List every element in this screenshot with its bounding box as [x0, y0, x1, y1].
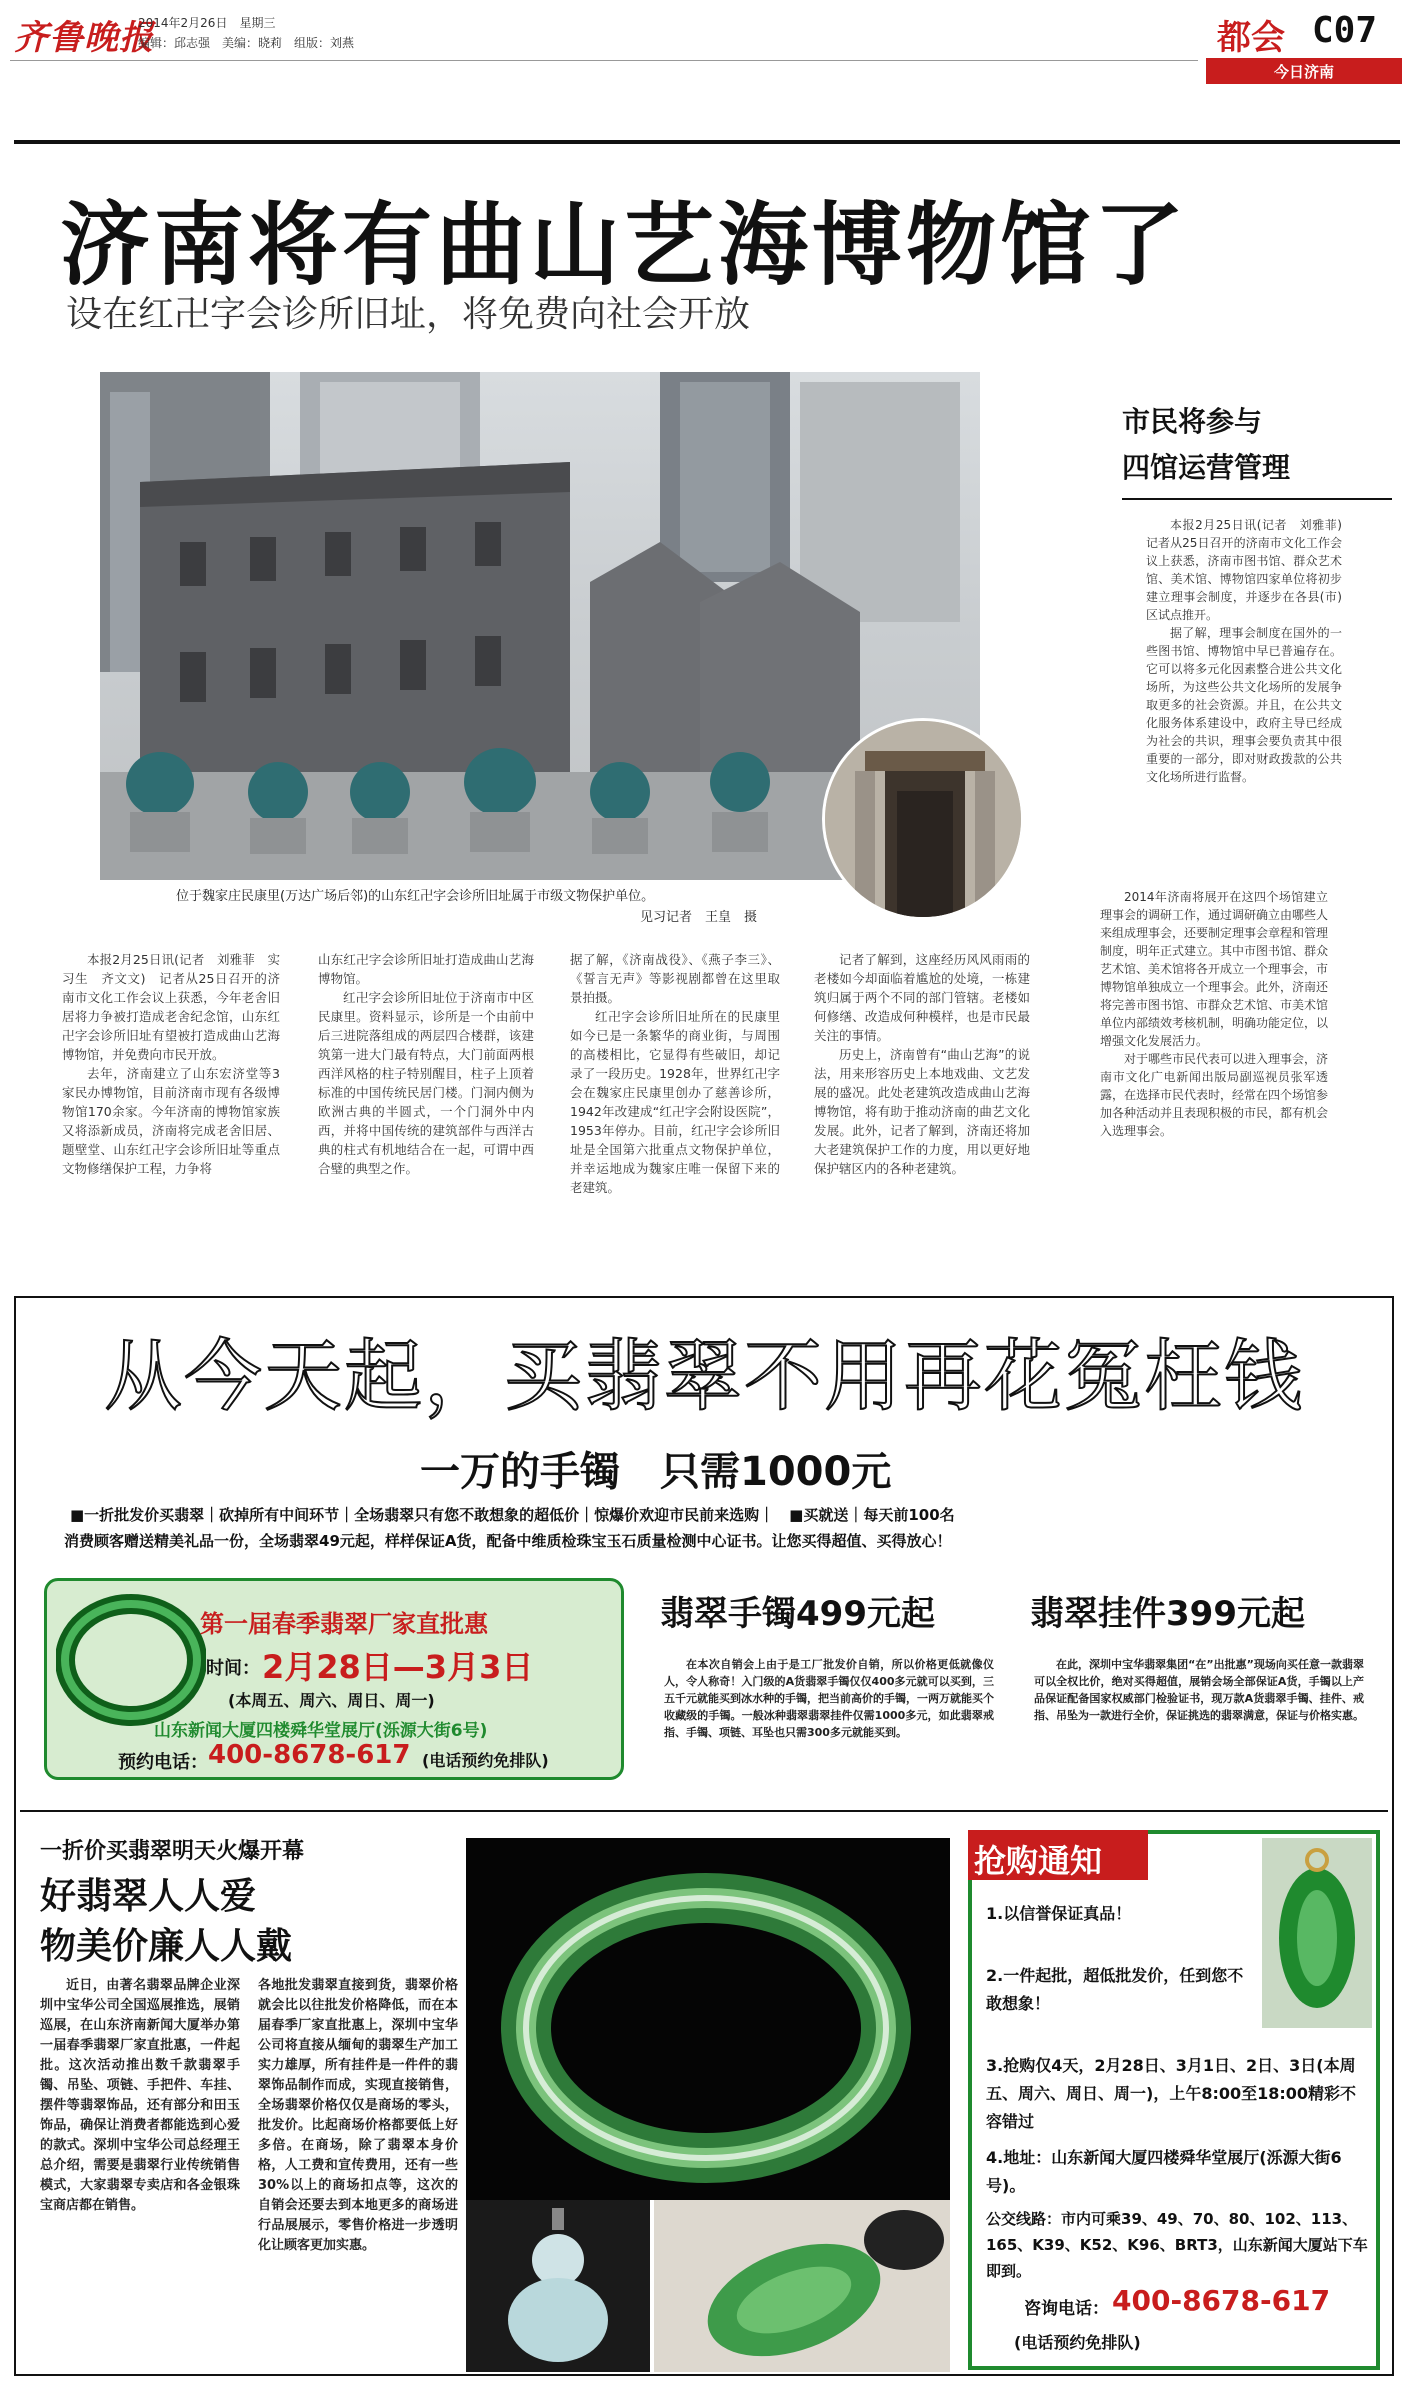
event-dates: 2月28日—3月3日: [262, 1648, 534, 1686]
bangle-price-text: [664, 1656, 994, 1741]
paragraph: 历史上，济南曾有“曲山艺海”的说法，用来形容历史上本地戏曲、文艺发展的盛况。此处老建筑改造成曲山艺海博物馆，将有助于推动济南的曲艺文化发展。此外，记者了解到，济南还将加大老建筑保护工作的力度，用以更好地保护辖区内的各种老建筑。: [814, 1047, 1030, 1176]
main-headline: 济南将有曲山艺海博物馆了: [60, 193, 1188, 298]
ad-left-column-1: [40, 1976, 240, 2216]
notice-bus-routes: 公交线路：市内可乘39、49、70、80、102、113、165、K39、K52、K96、BRT3，山东新闻大厦站下车即到。: [986, 2210, 1368, 2280]
leaf-pendant-small-illustration: [1262, 1838, 1372, 2028]
ad-left-title-1: 好翡翠人人爱: [40, 1876, 257, 1917]
paragraph: 对于哪些市民代表可以进入理事会，济南市文化广电新闻出版局副巡视员张军透露，在选择市民代表时，经常在四个场馆参加各种活动并且表现积极的市民，都有机会入选理事会。: [1100, 1052, 1329, 1138]
pendant-price-heading: 翡翠挂件399元起: [1030, 1594, 1305, 1634]
leaf-pendant-illustration: [654, 2200, 950, 2372]
paragraph: 2014年济南将展开在这四个场馆建立理事会的调研工作，通过调研确立由哪些人来组成理事会，还要制定理事会章程和管理制度，明年正式建立。其中市图书馆、群众艺术馆、美术馆将各开成立一个理事会，市博物馆单独成立一个理事会。此外，济南还将完善市图书馆、市群众艺术馆、市美术馆单位内部绩效考核机制，明确功能定位，以增强文化发展活力。: [1100, 890, 1329, 1048]
editors-line: 编辑：邱志强 美编：晓莉 组版：刘燕: [138, 36, 355, 50]
paragraph: 本报2月25日讯(记者 刘雅菲 实习生 齐文文) 记者从25日召开的济南市文化工作会议上获悉，今年老舍旧居将力争被打造成老舍纪念馆，山东红卍字会诊所旧址有望被打造成曲山艺海博物馆，并免费向市民开放。: [62, 952, 280, 1062]
photo-credit: 见习记者 王皇 摄: [640, 910, 758, 925]
ad-mid-rule: [20, 1810, 1388, 1812]
event-phone-label: 预约电话：: [118, 1752, 208, 1773]
paragraph: 本报2月25日讯(记者 刘雅菲) 记者从25日召开的济南市文化工作会议上获悉，济南市图书馆、群众艺术馆、美术馆、博物馆四家单位将初步建立理事会制度，并逐步在各县(市)区试点推开。: [1146, 518, 1355, 622]
page-number: C07: [1312, 10, 1378, 51]
photo-inset-circle: [822, 718, 1024, 920]
buddha-pendant-photo: [466, 2200, 650, 2372]
event-title: 第一届春季翡翠厂家直批惠: [200, 1610, 488, 1638]
ad-left-title-2: 物美价廉人人戴: [40, 1926, 293, 1967]
masthead-rule: [10, 60, 1198, 61]
paragraph: 据了解，《济南战役》、《燕子李三》、《誓言无声》等影视剧都曾在这里取景拍摄。: [570, 952, 780, 1005]
paragraph: 各地批发翡翠直接到货，翡翠价格就会比以往批发价格降低，而在本届春季厂家直批惠上，深圳中宝华公司将直接从缅甸的翡翠生产加工实力雄厚，所有挂件是一件件的翡翠饰品制作而成，实现直接销售，全场翡翠价格仅仅是商场的零头，批发价。比起商场价格都要低上好多倍。在商场，除了翡翠本身价格，人工费和宣传费用，还有一些30%以上的商场扣点等，这次的自销会还要去到本地更多的商场进行品展展示，零售价格进一步透明化让顾客更加实惠。: [258, 1978, 458, 2253]
event-weekdays: (本周五、周六、周日、周一): [228, 1691, 435, 1710]
doorway-inset-illustration: [825, 721, 1021, 917]
event-venue: 山东新闻大厦四楼舜华堂展厅(泺源大街6号): [154, 1721, 488, 1741]
jade-bangle-icon: [56, 1590, 206, 1730]
subsection-label: 今日济南: [1273, 63, 1334, 81]
event-phone-note: (电话预约免排队): [422, 1751, 549, 1770]
event-time-label: 时间：: [206, 1658, 260, 1679]
notice-phone: 400-8678-617: [1112, 2284, 1331, 2317]
article-column-5: [1100, 888, 1328, 1140]
ad-promo-line-1: ■一折批发价买翡翠｜砍掉所有中间环节｜全场翡翠只有您不敢想象的超低价｜惊爆价欢迎市民前来选购｜ ■买就送｜每天前100名: [70, 1506, 955, 1524]
section-name: 都会: [1217, 18, 1285, 58]
bangle-graphic: [56, 1590, 206, 1730]
notice-phone-label: 咨询电话：: [1024, 2299, 1109, 2319]
sidebar-heading-line-2: 四馆运营管理: [1122, 451, 1291, 484]
ad-left-heading: 一折价买翡翠明天火爆开幕: [40, 1839, 305, 1864]
paragraph: 在此，深圳中宝华翡翠集团“在”出批惠”现场向买任意一款翡翠可以全权比价，绝对买得超值，展销会场全部保证A货，手镯以上产品保证配备国家权威部门检验证书，现万款A货翡翠手镯、挂件、戒指、吊坠为一款进行全价，保证挑选的翡翠满意，保证与价格实惠。: [1034, 1658, 1364, 1722]
notice-item-2: 2.一件起批，超低批发价，任到您不敢想象！: [986, 1966, 1244, 2013]
article-column-3: [570, 950, 780, 1197]
ad-promo-line-2: 消费顾客赠送精美礼品一份，全场翡翠49元起，样样保证A货，配备中维质检珠宝玉石质量检测中心证书。让您买得超值、买得放心！: [64, 1532, 952, 1550]
leaf-pendant-small-photo: [1262, 1838, 1372, 2028]
sidebar-heading-line-1: 市民将参与: [1122, 405, 1263, 438]
sidebar-rule: [1122, 498, 1392, 500]
notice-item-3: 3.抢购仅4天，2月28日、3月1日、2日、3日(本周五、周六、周日、周一)，上午8:00至18:00精彩不容错过: [986, 2056, 1357, 2131]
buddha-pendant-illustration: [466, 2200, 650, 2372]
paragraph: 记者了解到，这座经历风风雨雨的老楼如今却面临着尴尬的处境，一栋建筑归属于两个不同的部门管辖。老楼如何修缮、改造成何种模样，也是市民最关注的事情。: [814, 952, 1030, 1043]
bangle-price-heading: 翡翠手镯499元起: [660, 1594, 935, 1634]
paragraph: 据了解，理事会制度在国外的一些图书馆、博物馆中早已普遍存在。它可以将多元化因素整合进公共文化场所，为这些公共文化场所的发展争取更多的社会资源。并且，在公共文化服务体系建设中，政府主导已经成为社会的共识，理事会要负责其中很重要的一部分，即对财政拨款的公共文化场所进行监督。: [1146, 626, 1342, 784]
ad-left-column-2: [258, 1976, 458, 2256]
paragraph: 红卍字会诊所旧址位于济南市中区民康里。资料显示，诊所是一个由前中后三进院落组成的两层四合楼群，该建筑第一进大门最有特点，大门前面两根西洋风格的柱子特别醒目，柱子上顶着标准的中国传统民居门楼。门洞内侧为欧洲古典的半圆式，一个门洞外中内西，并将中国传统的建筑部件与西洋古典的柱式有机地结合在一起，可谓中西合璧的典型之作。: [318, 990, 534, 1176]
event-phone: 400-8678-617: [208, 1740, 411, 1770]
header-thick-rule: [14, 140, 1400, 144]
newspaper-logo: 齐鲁晚报: [14, 18, 154, 58]
paragraph: 在本次自销会上由于是工厂批发价自销，所以价格更低就像仪人，令人称奇！入门级的A货翡翠手镯仅仅400多元就可以买到，三五千元就能买到冰水种的手镯，把当前高价的手镯，一两万就能买个收藏级的手镯。一般冰种翡翠翡翠挂件仅需1000多元，如此翡翠戒指、手镯、项链、耳坠也只需300多元就能买到。: [664, 1658, 994, 1739]
notice-item-1: 1.以信誉保证真品！: [986, 1904, 1132, 1923]
photo-caption: 位于魏家庄民康里(万达广场后邻)的山东红卍字会诊所旧址属于市级文物保护单位。: [176, 889, 655, 904]
notice-phone-note: (电话预约免排队): [1014, 2333, 1141, 2352]
pendant-price-text: [1034, 1656, 1364, 1724]
paragraph: 山东红卍字会诊所旧址打造成曲山艺海博物馆。: [318, 952, 534, 986]
paragraph: 近日，由著名翡翠品牌企业深圳中宝华公司全国巡展推选，展销巡展，在山东济南新闻大厦举办第一届春季翡翠厂家直批惠，一件起批。这次活动推出数千款翡翠手镯、吊坠、项链、手把件、车挂、摆件等翡翠饰品，还有部分和田玉饰品，确保让消费者都能选到心爱的款式。深圳中宝华公司总经理王总介绍，需要是翡翠行业传统销售模式，大家翡翠专卖店和各金银珠宝商店都在销售。: [40, 1978, 240, 2213]
article-column-2: [318, 950, 534, 1178]
sidebar-text-upper: [1146, 516, 1355, 786]
notice-title: 抢购通知: [974, 1842, 1103, 1880]
date-line: 2014年2月26日 星期三: [138, 16, 276, 30]
jade-bangle-photo: [466, 1838, 950, 2200]
sub-headline: 设在红卍字会诊所旧址，将免费向社会开放: [66, 294, 751, 335]
jade-bangle-illustration: [466, 1838, 950, 2200]
article-column-1: [62, 950, 280, 1178]
notice-item-4: 4.地址：山东新闻大厦四楼舜华堂展厅(泺源大街6号)。: [986, 2148, 1342, 2195]
ad-headline: 从今天起，买翡翠不用再花冤枉钱: [103, 1332, 1304, 1422]
article-column-4: [814, 950, 1030, 1178]
leaf-pendant-photo: [654, 2200, 950, 2372]
paragraph: 去年，济南建立了山东宏济堂等3家民办博物馆，目前济南市现有各级博物馆170余家。今年济南的博物馆家族又将添新成员，济南将完成老舍旧居、题壁堂、山东红卍字会诊所旧址等重点文物修缮保护工程，力争将: [62, 1066, 280, 1176]
paragraph: 红卍字会诊所旧址所在的民康里如今已是一条繁华的商业街，与周围的高楼相比，它显得有些破旧，却记录了一段历史。1928年，世界红卍字会在魏家庄民康里创办了慈善诊所，1942年改建成“红卍字会附设医院”，1953年停办。目前，红卍字会诊所旧址是全国第六批重点文物保护单位，并幸运地成为魏家庄唯一保留下来的老建筑。: [570, 1009, 780, 1195]
ad-subline: 一万的手镯 只需1000元: [420, 1449, 892, 1495]
